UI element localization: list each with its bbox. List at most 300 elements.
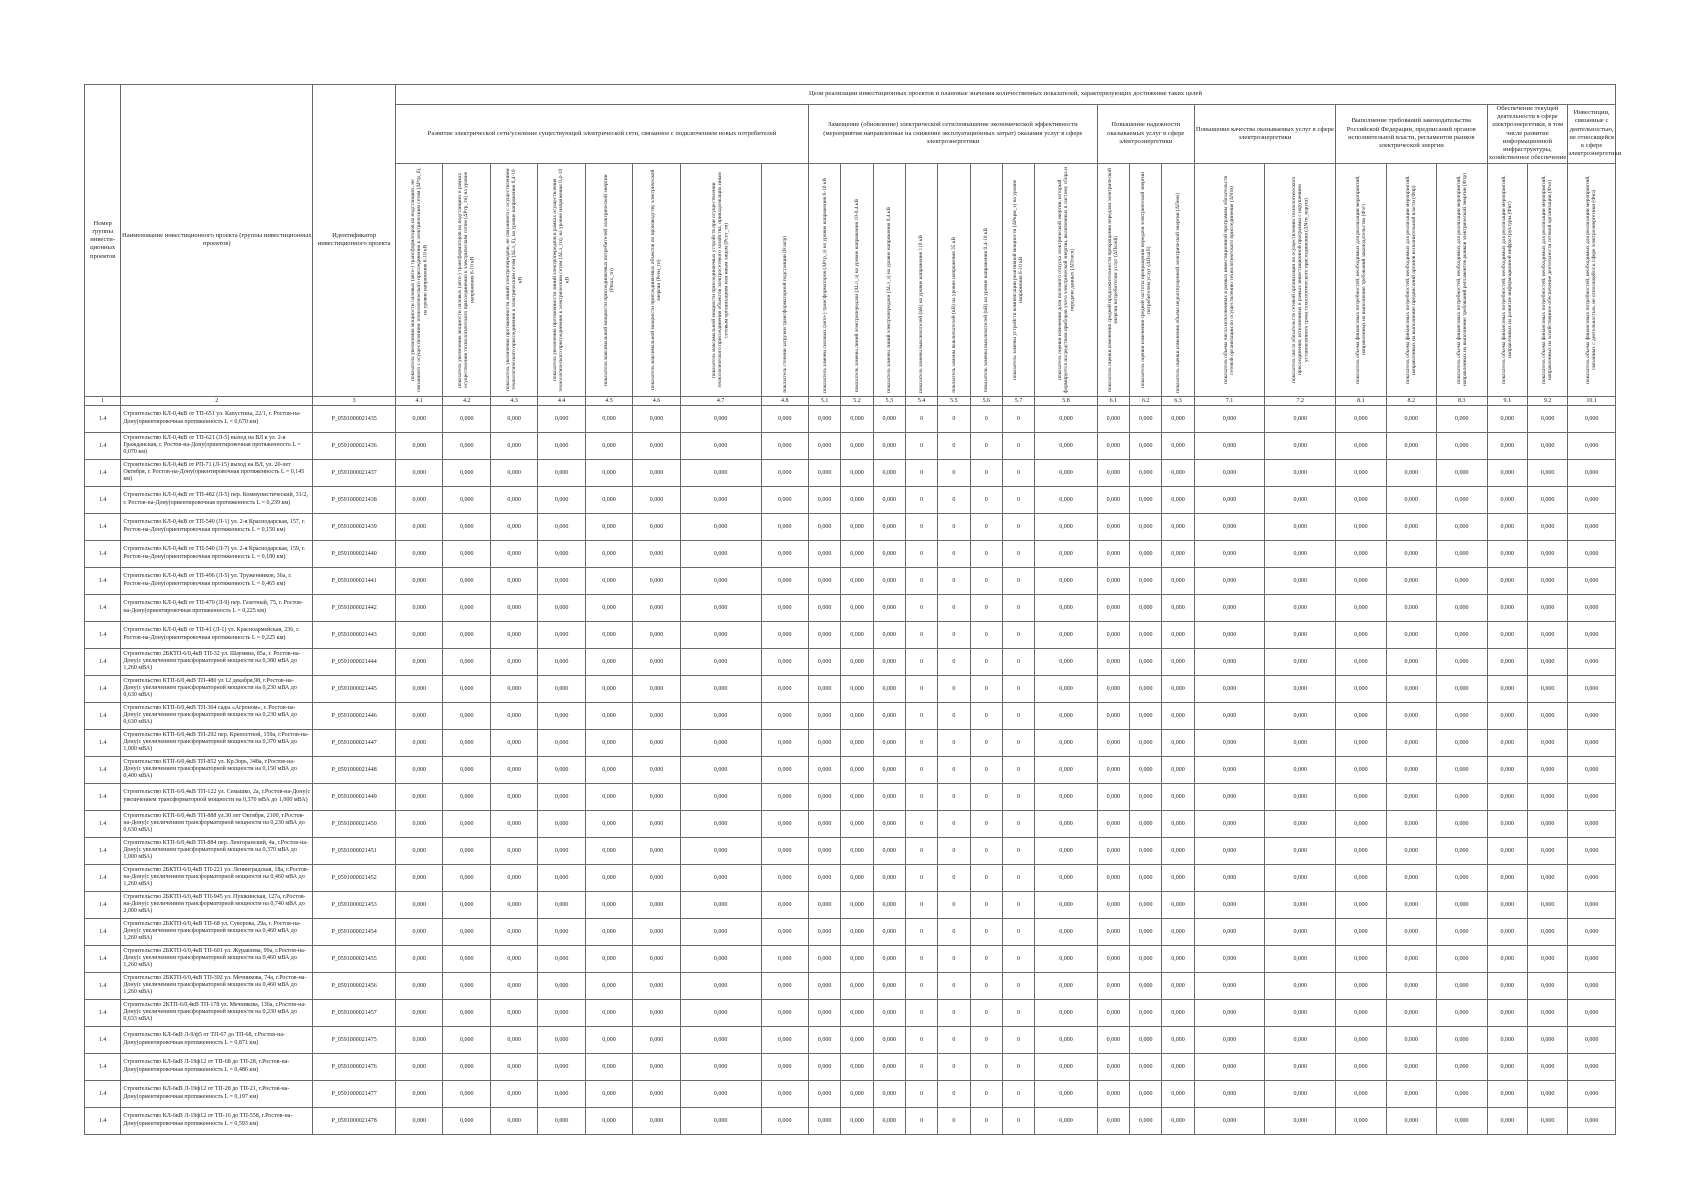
row-indicator-value: 0,000 (873, 513, 905, 540)
row-indicator-value: 0,000 (1162, 756, 1194, 783)
column-number: 5.5 (938, 396, 970, 405)
row-indicator-value: 0,000 (1162, 729, 1194, 756)
row-indicator-value: 0,000 (761, 432, 808, 459)
indicator-header (905, 163, 937, 396)
indicator-header-text: показатель объема финансовых потребностей, необходимых для реализации мероприятий, направленных на хозяйственное обеспечение деятельности сетевой организации (Фхо) (1541, 175, 1554, 384)
row-indicator-value: 0,000 (1162, 648, 1194, 675)
table-row (85, 1107, 1616, 1134)
row-indicator-value: 0,000 (1336, 1053, 1386, 1080)
row-indicator-value: 0,000 (1437, 783, 1487, 810)
row-indicator-value: 0,000 (841, 810, 873, 837)
row-indicator-value: 0,000 (808, 783, 840, 810)
row-indicator-value: 0,000 (761, 405, 808, 432)
row-indicator-value: 0 (905, 999, 937, 1026)
row-indicator-value: 0,000 (633, 567, 680, 594)
row-indicator-value: 0,000 (841, 945, 873, 972)
row-indicator-value: 0,000 (808, 999, 840, 1026)
row-indicator-value: 0,000 (1386, 918, 1436, 945)
row-project-id: P_0591000021476 (313, 1053, 396, 1080)
table-row (85, 864, 1616, 891)
row-indicator-value: 0 (938, 729, 970, 756)
indicator-header (808, 163, 840, 396)
row-indicator-value: 0,000 (490, 783, 537, 810)
row-indicator-value: 0,000 (1194, 702, 1265, 729)
row-indicator-value: 0,000 (1162, 999, 1194, 1026)
row-indicator-value: 0,000 (1265, 621, 1336, 648)
row-indicator-value: 0,000 (1336, 972, 1386, 999)
row-indicator-value: 0,000 (538, 945, 585, 972)
column-number: 1 (85, 396, 121, 405)
row-indicator-value: 0 (970, 918, 1002, 945)
row-project-id: P_0591000021446 (313, 702, 396, 729)
row-indicator-value: 0,000 (680, 459, 761, 486)
row-indicator-value: 0,000 (490, 891, 537, 918)
row-indicator-value: 0 (1002, 486, 1034, 513)
row-indicator-value: 0,000 (1194, 972, 1265, 999)
row-indicator-value: 0,000 (1097, 594, 1129, 621)
row-indicator-value: 0,000 (490, 459, 537, 486)
row-indicator-value: 0,000 (490, 837, 537, 864)
row-indicator-value: 0,000 (1097, 810, 1129, 837)
row-indicator-value: 0,000 (585, 459, 632, 486)
row-indicator-value: 0 (938, 1053, 970, 1080)
indicator-header (938, 163, 970, 396)
row-indicator-value: 0,000 (1130, 1053, 1162, 1080)
indicator-header-text: показатель замены линий электропередачи (ΔLл_з) на уровне напряжения 10-0,4 кВ (853, 199, 860, 393)
row-indicator-value: 0 (938, 675, 970, 702)
indicator-header-text: показатель объема финансовых потребностей, необходимых для реализации мероприятий, связанных с деятельностью, не относящейся к сфере электроэнергетики (Фнэ) (1585, 175, 1598, 384)
row-indicator-value: 0,000 (1162, 864, 1194, 891)
row-project-name: Строительство КЛ-0,4кВ от ТП-470 (Л-9) пер. Газетный, 75, г. Ростов-на-Дону(ориентировочная протяженность L = 0,225 км) (121, 594, 313, 621)
row-indicator-value: 0,000 (396, 729, 443, 756)
row-indicator-value: 0,000 (1386, 783, 1436, 810)
row-indicator-value: 0,000 (490, 945, 537, 972)
row-indicator-value: 0,000 (680, 837, 761, 864)
table-row (85, 405, 1616, 432)
row-indicator-value: 0,000 (490, 972, 537, 999)
row-indicator-value: 0,000 (680, 567, 761, 594)
row-project-id: P_0591000021478 (313, 1107, 396, 1134)
row-indicator-value: 0,000 (761, 864, 808, 891)
row-indicator-value: 0,000 (1336, 810, 1386, 837)
row-indicator-value: 0,000 (873, 1080, 905, 1107)
row-indicator-value: 0,000 (396, 864, 443, 891)
row-indicator-value: 0,000 (1097, 972, 1129, 999)
row-indicator-value: 0,000 (1162, 918, 1194, 945)
row-indicator-value: 0,000 (1487, 945, 1527, 972)
indicator-header-text: показатель максимальной мощности присоединяемых устройств при осуществлении технологического присоединения объектов электросетевого хозяйства, принадлежащих иным сетевым организациям или иным лицам (Pсет_тп) (711, 171, 730, 388)
row-indicator-value: 0,000 (808, 1080, 840, 1107)
row-indicator-value: 0,000 (585, 513, 632, 540)
row-indicator-value: 0,000 (808, 756, 840, 783)
row-indicator-value: 0,000 (761, 567, 808, 594)
row-indicator-value: 0,000 (538, 513, 585, 540)
row-indicator-value: 0,000 (841, 648, 873, 675)
row-project-name: Строительство КЛ-0,4кВ от ТП-41 (Л-1) ул. Красноармейская, 236, г. Ростов-на-Дону(ориентировочная протяженность L = 0,225 км) (121, 621, 313, 648)
row-indicator-value: 0,000 (1386, 648, 1436, 675)
row-indicator-value: 0,000 (1162, 783, 1194, 810)
indicator-header-text: показатель оценки изменения объема недоотпущенной электрической энергии (ΔПens) (1174, 192, 1181, 393)
row-indicator-value: 0 (905, 459, 937, 486)
indicator-header-text: показатель объема финансовых потребностей, необходимых для реализации мероприятий, направленных на выполнение предписаний органов исполнительной власти (Фпр) (1405, 175, 1418, 384)
row-indicator-value: 0,000 (1130, 1107, 1162, 1134)
row-indicator-value: 0 (1002, 864, 1034, 891)
row-project-id: P_0591000021439 (313, 513, 396, 540)
row-indicator-value: 0,000 (538, 702, 585, 729)
row-indicator-value: 0,000 (1437, 702, 1487, 729)
row-indicator-value: 0,000 (1386, 675, 1436, 702)
row-indicator-value: 0 (938, 837, 970, 864)
row-indicator-value: 0 (970, 621, 1002, 648)
row-indicator-value: 0 (970, 783, 1002, 810)
indicator-header (1130, 163, 1162, 396)
row-indicator-value: 0,000 (1162, 837, 1194, 864)
row-indicator-value: 0,000 (841, 1080, 873, 1107)
row-indicator-value: 0,000 (1386, 1053, 1436, 1080)
row-indicator-value: 0 (1002, 540, 1034, 567)
row-indicator-value: 0,000 (1568, 972, 1616, 999)
indicator-header (1527, 163, 1567, 396)
row-indicator-value: 0,000 (490, 567, 537, 594)
table-row (85, 729, 1616, 756)
row-indicator-value: 0,000 (873, 702, 905, 729)
table-row (85, 459, 1616, 486)
indicator-header-text: показатель числа обязательств сетевой организации по осуществлению технологического присоединения, исполненных в рамках инвестиционной программы с нарушением установленного срока технологического присоединения (ΔNтп_наруш) (1290, 176, 1310, 383)
row-indicator-value: 0,000 (396, 675, 443, 702)
row-indicator-value: 0,000 (1130, 486, 1162, 513)
row-group-number: 1.4 (85, 1026, 121, 1053)
row-indicator-value: 0,000 (585, 1026, 632, 1053)
row-group-number: 1.4 (85, 648, 121, 675)
column-number: 10.1 (1568, 396, 1616, 405)
row-indicator-value: 0 (1002, 972, 1034, 999)
column-number: 4.3 (490, 396, 537, 405)
row-indicator-value: 0,000 (1568, 918, 1616, 945)
row-indicator-value: 0,000 (1336, 918, 1386, 945)
row-indicator-value: 0 (905, 702, 937, 729)
row-indicator-value: 0 (970, 999, 1002, 1026)
row-indicator-value: 0 (938, 405, 970, 432)
row-indicator-value: 0,000 (490, 1053, 537, 1080)
row-indicator-value: 0,000 (1035, 837, 1098, 864)
indicator-header-text: показатель замены устройств компенсации реактивной мощности (ΔPкрм_з) на уровне напряжения 6-10 кВ (1012, 179, 1025, 380)
row-indicator-value: 0,000 (1487, 540, 1527, 567)
row-project-id: P_0591000021450 (313, 810, 396, 837)
row-indicator-value: 0 (938, 972, 970, 999)
row-indicator-value: 0 (970, 540, 1002, 567)
row-indicator-value: 0,000 (680, 756, 761, 783)
row-indicator-value: 0 (1002, 405, 1034, 432)
row-indicator-value: 0 (970, 513, 1002, 540)
indicator-header-text: показатель оценки изменения средней продолжительности прекращения передачи электрической энергии потребителям услуг (ΔПsaidi) (1107, 167, 1120, 392)
row-indicator-value: 0 (970, 837, 1002, 864)
row-indicator-value: 0 (970, 729, 1002, 756)
row-indicator-value: 0 (905, 540, 937, 567)
row-indicator-value: 0,000 (873, 729, 905, 756)
row-indicator-value: 0,000 (1265, 702, 1336, 729)
row-indicator-value: 0,000 (680, 702, 761, 729)
row-project-id: P_0591000021437 (313, 459, 396, 486)
row-indicator-value: 0,000 (538, 972, 585, 999)
row-indicator-value: 0,000 (490, 648, 537, 675)
header-project-name: Наименование инвестиционного проекта (группы инвестиционных проектов) (121, 85, 313, 397)
row-indicator-value: 0,000 (1437, 918, 1487, 945)
row-indicator-value: 0,000 (443, 810, 490, 837)
row-indicator-value: 0,000 (1568, 945, 1616, 972)
row-indicator-value: 0 (970, 756, 1002, 783)
table-row (85, 486, 1616, 513)
row-indicator-value: 0 (1002, 675, 1034, 702)
table-row (85, 675, 1616, 702)
row-indicator-value: 0,000 (443, 459, 490, 486)
row-indicator-value: 0,000 (490, 810, 537, 837)
row-indicator-value: 0,000 (1162, 486, 1194, 513)
row-indicator-value: 0,000 (633, 1053, 680, 1080)
table-row (85, 1080, 1616, 1107)
row-indicator-value: 0,000 (1097, 1026, 1129, 1053)
column-number: 7.2 (1265, 396, 1336, 405)
row-indicator-value: 0,000 (808, 486, 840, 513)
row-indicator-value: 0,000 (538, 756, 585, 783)
row-indicator-value: 0,000 (1162, 810, 1194, 837)
row-indicator-value: 0,000 (1336, 864, 1386, 891)
row-indicator-value: 0,000 (1265, 1053, 1336, 1080)
row-indicator-value: 0 (905, 1026, 937, 1053)
column-number: 8.3 (1437, 396, 1487, 405)
row-indicator-value: 0 (938, 702, 970, 729)
goal-group-header: Замещение (обновление) электрической сети/повышение экономической эффективности (мероприятия направленные на снижение эксплуатационных затрат) оказания услуг в сфере электроэнергетики (808, 105, 1097, 164)
row-indicator-value: 0,000 (396, 918, 443, 945)
row-indicator-value: 0,000 (443, 945, 490, 972)
row-indicator-value: 0,000 (1386, 702, 1436, 729)
row-indicator-value: 0,000 (538, 918, 585, 945)
row-indicator-value: 0,000 (1162, 972, 1194, 999)
row-indicator-value: 0,000 (761, 702, 808, 729)
row-indicator-value: 0,000 (633, 405, 680, 432)
row-indicator-value: 0,000 (1527, 621, 1567, 648)
row-indicator-value: 0,000 (1265, 945, 1336, 972)
row-indicator-value: 0,000 (841, 405, 873, 432)
row-indicator-value: 0,000 (1527, 405, 1567, 432)
column-number: 5.7 (1002, 396, 1034, 405)
row-indicator-value: 0 (905, 783, 937, 810)
row-indicator-value: 0,000 (1265, 567, 1336, 594)
column-number: 6.3 (1162, 396, 1194, 405)
row-indicator-value: 0,000 (396, 972, 443, 999)
row-indicator-value: 0,000 (633, 1026, 680, 1053)
row-indicator-value: 0,000 (396, 648, 443, 675)
row-indicator-value: 0,000 (1437, 513, 1487, 540)
row-indicator-value: 0 (1002, 567, 1034, 594)
row-indicator-value: 0,000 (585, 972, 632, 999)
row-indicator-value: 0,000 (443, 1107, 490, 1134)
row-indicator-value: 0,000 (1386, 891, 1436, 918)
row-group-number: 1.4 (85, 432, 121, 459)
row-indicator-value: 0,000 (1386, 594, 1436, 621)
row-indicator-value: 0,000 (585, 1080, 632, 1107)
row-indicator-value: 0,000 (538, 1026, 585, 1053)
column-number: 5.6 (970, 396, 1002, 405)
row-indicator-value: 0,000 (1487, 567, 1527, 594)
row-indicator-value: 0,000 (1336, 594, 1386, 621)
indicator-header (970, 163, 1002, 396)
row-indicator-value: 0,000 (1130, 729, 1162, 756)
row-indicator-value: 0 (905, 486, 937, 513)
row-indicator-value: 0,000 (841, 1053, 873, 1080)
row-indicator-value: 0,000 (1386, 1080, 1436, 1107)
row-indicator-value: 0,000 (1097, 675, 1129, 702)
row-indicator-value: 0,000 (761, 945, 808, 972)
row-group-number: 1.4 (85, 864, 121, 891)
row-indicator-value: 0,000 (1035, 459, 1098, 486)
row-indicator-value: 0,000 (1336, 459, 1386, 486)
row-project-name: Строительство КТП-6/0,4кВ ТП-884 пер. Ленгоранский, 4а, г.Ростов-на-Дону(с увеличением трансформаторной мощности на 0,370 мВА до 1,000 мВА) (121, 837, 313, 864)
row-project-name: Строительство 2БКТП-6/0,4кВ ТП-392 ул. Мечникова, 74а, г.Ростов-на-Дону(с увеличением трансформаторной мощности на 0,460 мВА до 1,260 мВА) (121, 972, 313, 999)
table-row (85, 891, 1616, 918)
row-indicator-value: 0,000 (761, 459, 808, 486)
row-indicator-value: 0,000 (680, 621, 761, 648)
row-indicator-value: 0,000 (443, 648, 490, 675)
row-indicator-value: 0,000 (1386, 405, 1436, 432)
row-indicator-value: 0,000 (633, 918, 680, 945)
row-indicator-value: 0 (905, 945, 937, 972)
indicator-header-text: показатель максимальной мощности присоединяемых объектов по производству электрической энергии (Pген_тп) (650, 169, 663, 390)
row-indicator-value: 0,000 (1568, 486, 1616, 513)
row-indicator-value: 0 (970, 810, 1002, 837)
row-indicator-value: 0,000 (808, 675, 840, 702)
row-indicator-value: 0 (905, 891, 937, 918)
row-indicator-value: 0,000 (1527, 567, 1567, 594)
row-indicator-value: 0,000 (1162, 567, 1194, 594)
row-indicator-value: 0,000 (1035, 513, 1098, 540)
row-project-id: P_0591000021440 (313, 540, 396, 567)
row-indicator-value: 0,000 (1194, 675, 1265, 702)
row-indicator-value: 0,000 (1527, 540, 1567, 567)
row-indicator-value: 0,000 (761, 486, 808, 513)
row-indicator-value: 0,000 (1487, 702, 1527, 729)
row-indicator-value: 0,000 (538, 486, 585, 513)
row-indicator-value: 0,000 (443, 405, 490, 432)
row-indicator-value: 0,000 (1568, 540, 1616, 567)
row-indicator-value: 0,000 (1265, 540, 1336, 567)
header-group-number: Номер группы инвести- ционных проектов (85, 85, 121, 397)
row-indicator-value: 0,000 (1162, 405, 1194, 432)
row-indicator-value: 0,000 (1162, 702, 1194, 729)
row-indicator-value: 0 (1002, 459, 1034, 486)
row-indicator-value: 0,000 (873, 972, 905, 999)
row-indicator-value: 0,000 (633, 459, 680, 486)
row-indicator-value: 0 (970, 1053, 1002, 1080)
row-indicator-value: 0 (970, 459, 1002, 486)
row-indicator-value: 0,000 (1097, 648, 1129, 675)
row-indicator-value: 0,000 (761, 783, 808, 810)
row-indicator-value: 0,000 (585, 891, 632, 918)
row-project-name: Строительство 2БКТП-6/0,4кВ ТП-32 ул. Шаумяна, 85а, г. Ростов-на-Дону(с увеличением трансформаторной мощности на 0,380 мВА до 1,260 мВА) (121, 648, 313, 675)
row-indicator-value: 0,000 (490, 729, 537, 756)
row-indicator-value: 0,000 (873, 648, 905, 675)
row-project-id: P_0591000021451 (313, 837, 396, 864)
row-indicator-value: 0,000 (680, 675, 761, 702)
row-indicator-value: 0,000 (538, 999, 585, 1026)
row-indicator-value: 0,000 (761, 1026, 808, 1053)
row-project-id: P_0591000021436 (313, 432, 396, 459)
row-indicator-value: 0,000 (1162, 1107, 1194, 1134)
row-indicator-value: 0,000 (761, 891, 808, 918)
table-row (85, 432, 1616, 459)
row-indicator-value: 0,000 (1265, 999, 1336, 1026)
row-indicator-value: 0,000 (808, 594, 840, 621)
row-indicator-value: 0,000 (1527, 513, 1567, 540)
row-indicator-value: 0,000 (443, 621, 490, 648)
row-indicator-value: 0,000 (1568, 891, 1616, 918)
row-indicator-value: 0 (1002, 1080, 1034, 1107)
row-indicator-value: 0,000 (1035, 864, 1098, 891)
row-indicator-value: 0,000 (1097, 432, 1129, 459)
column-number: 5.4 (905, 396, 937, 405)
row-indicator-value: 0,000 (841, 891, 873, 918)
investment-indicators-table (84, 84, 1622, 1135)
indicator-header (490, 163, 537, 396)
row-indicator-value: 0,000 (1568, 702, 1616, 729)
row-indicator-value: 0,000 (585, 1053, 632, 1080)
row-indicator-value: 0,000 (1194, 756, 1265, 783)
row-indicator-value: 0,000 (808, 1053, 840, 1080)
row-indicator-value: 0 (970, 702, 1002, 729)
row-indicator-value: 0,000 (633, 972, 680, 999)
row-indicator-value: 0,000 (1527, 675, 1567, 702)
row-indicator-value: 0 (938, 513, 970, 540)
row-indicator-value: 0,000 (1194, 810, 1265, 837)
row-indicator-value: 0,000 (490, 756, 537, 783)
row-indicator-value: 0,000 (443, 837, 490, 864)
row-indicator-value: 0,000 (1265, 594, 1336, 621)
row-indicator-value: 0,000 (1035, 594, 1098, 621)
row-indicator-value: 0,000 (1527, 756, 1567, 783)
row-indicator-value: 0,000 (873, 783, 905, 810)
row-indicator-value: 0,000 (873, 945, 905, 972)
row-indicator-value: 0,000 (443, 702, 490, 729)
row-indicator-value: 0,000 (490, 918, 537, 945)
row-project-name: Строительство 2КТП-6/0,4кВ ТП-178 ул. Мечникова, 136а, г.Ростов-на-Дону(с увеличением трансформаторной мощности на 0,230 мВА до 0,633 мВА) (121, 999, 313, 1026)
row-group-number: 1.4 (85, 1080, 121, 1107)
indicator-header (1097, 163, 1129, 396)
row-indicator-value: 0 (938, 459, 970, 486)
row-indicator-value: 0,000 (1487, 783, 1527, 810)
row-indicator-value: 0,000 (1568, 1053, 1616, 1080)
row-indicator-value: 0,000 (1265, 756, 1336, 783)
row-indicator-value: 0,000 (808, 945, 840, 972)
row-indicator-value: 0,000 (396, 594, 443, 621)
row-project-name: Строительство 2БКТП-6/0,4кВ ТП-221 ул. Ленинградская, 18а, г.Ростов-на-Дону(с увеличением трансформаторной мощности на 0,460 мВА до 1,260 мВА) (121, 864, 313, 891)
row-indicator-value: 0,000 (1194, 1107, 1265, 1134)
row-indicator-value: 0,000 (1487, 405, 1527, 432)
table-row (85, 756, 1616, 783)
row-indicator-value: 0,000 (1336, 783, 1386, 810)
row-indicator-value: 0,000 (1194, 945, 1265, 972)
goal-group-header: Развитие электрической сети/усиление существующей электрической сети, связанное с подключением новых потребителей (396, 105, 809, 164)
row-indicator-value: 0,000 (761, 513, 808, 540)
row-indicator-value: 0,000 (396, 810, 443, 837)
row-indicator-value: 0,000 (396, 702, 443, 729)
table-row (85, 621, 1616, 648)
row-indicator-value: 0,000 (538, 1107, 585, 1134)
row-indicator-value: 0,000 (1035, 405, 1098, 432)
row-indicator-value: 0 (970, 405, 1002, 432)
row-indicator-value: 0,000 (1336, 540, 1386, 567)
row-indicator-value: 0 (1002, 648, 1034, 675)
row-indicator-value: 0,000 (1386, 1107, 1436, 1134)
row-indicator-value: 0,000 (1097, 567, 1129, 594)
